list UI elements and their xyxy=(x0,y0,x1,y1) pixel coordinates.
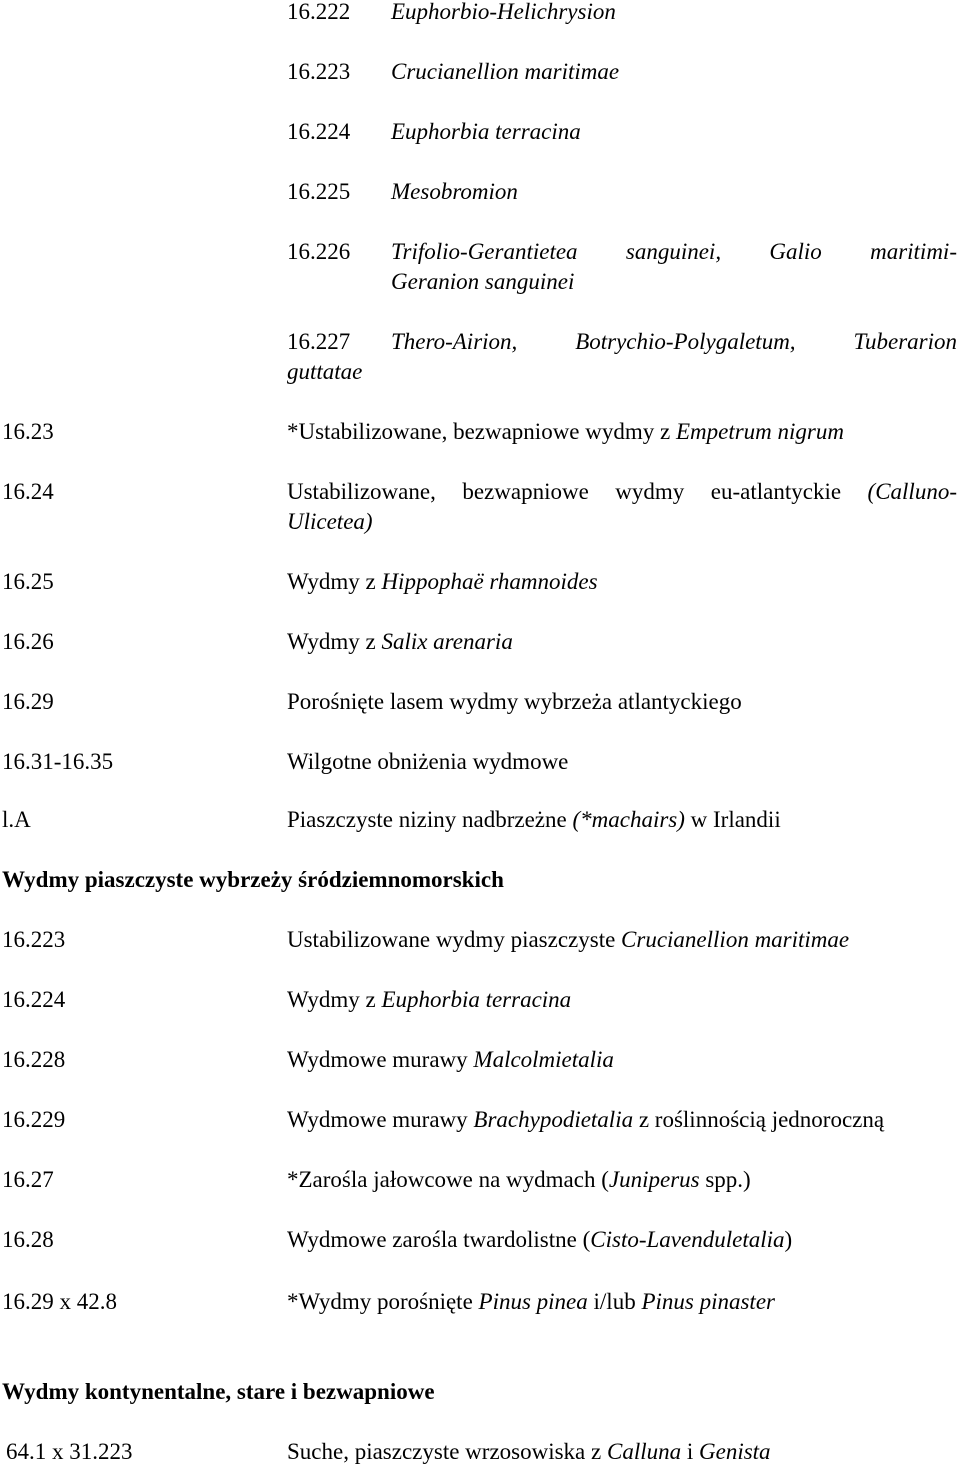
entry-code: 16.224 xyxy=(2,987,66,1012)
entry-text-part: spp.) xyxy=(699,1167,751,1192)
entry-text-italic: Salix arenaria xyxy=(381,629,513,654)
entry-word: Ustabilizowane, xyxy=(287,479,436,504)
entry-text xyxy=(287,986,571,1014)
entry-text-part: *Ustabilizowane, bezwapniowe wydmy z xyxy=(287,419,676,444)
entry-code: 64.1 x 31.223 xyxy=(6,1439,133,1464)
entry-text-italic: Calluna xyxy=(606,1439,682,1464)
entry-text-part: Ustabilizowane wydmy piaszczyste xyxy=(287,927,622,952)
entry-code: 16.25 xyxy=(2,569,54,594)
entry-word: Thero-Airion, xyxy=(391,329,518,354)
entry-name: Euphorbio-Helichrysion xyxy=(391,0,616,24)
entry-name: Crucianellion maritimae xyxy=(391,59,620,84)
entry-text-italic: Brachypodietalia xyxy=(473,1107,634,1132)
entry-word: Trifolio-Gerantietea xyxy=(391,239,578,264)
entry-word: eu-atlantyckie xyxy=(710,479,842,504)
entry-text xyxy=(287,418,844,446)
section-heading-mediterranean: Wydmy piaszczyste wybrzeży śródziemnomorskich xyxy=(2,867,504,892)
entry-text xyxy=(287,806,781,834)
entry-text-part: *Wydmy porośnięte xyxy=(287,1289,479,1314)
entry-text-part: *Zarośla jałowcowe na wydmach ( xyxy=(287,1167,609,1192)
entry-code: l.A xyxy=(2,807,31,832)
entry-text-part: Wydmowe murawy xyxy=(287,1107,474,1132)
entry-text-part: Wydmy z xyxy=(287,987,382,1012)
entry-code: 16.225 xyxy=(287,179,351,204)
entry-text xyxy=(287,568,598,596)
entry-text xyxy=(287,926,849,954)
entry-text xyxy=(287,1106,884,1134)
entry-text-italic: (*machairs) xyxy=(572,807,685,832)
entry-text xyxy=(287,1166,751,1194)
entry-word: sanguinei, xyxy=(625,239,722,264)
entry-code: 16.222 xyxy=(287,0,351,24)
entry-word: Botrychio-Polygaletum, xyxy=(575,329,796,354)
entry-name: Mesobromion xyxy=(391,179,518,204)
entry-code: 16.228 xyxy=(2,1047,66,1072)
entry-text-italic: Cisto-Lavenduletalia xyxy=(590,1227,785,1252)
entry-text-italic: Pinus pinea xyxy=(478,1289,588,1314)
entry-word: maritimi- xyxy=(870,239,957,264)
entry-text-part: i xyxy=(681,1439,699,1464)
section-heading-continental: Wydmy kontynentalne, stare i bezwapniowe xyxy=(2,1379,435,1404)
entry-text-italic: Euphorbia terracina xyxy=(381,987,572,1012)
entry-text-part: i/lub xyxy=(587,1289,642,1314)
entry-code: 16.229 xyxy=(2,1107,66,1132)
entry-text-line1 xyxy=(287,478,957,506)
entry-name-line1 xyxy=(391,238,957,266)
entry-text xyxy=(287,1046,614,1074)
entry-code: 16.26 xyxy=(2,629,54,654)
entry-text-italic: Malcolmietalia xyxy=(473,1047,614,1072)
entry-word: wydmy xyxy=(615,479,685,504)
entry-text xyxy=(287,1438,771,1466)
entry-text: Wilgotne obniżenia wydmowe xyxy=(287,749,569,774)
entry-text-part: z roślinnością jednoroczną xyxy=(633,1107,885,1132)
entry-text-italic: Crucianellion maritimae xyxy=(621,927,850,952)
entry-text xyxy=(287,1288,775,1316)
entry-text-italic: Pinus pinaster xyxy=(641,1289,775,1314)
entry-name: Euphorbia terracina xyxy=(391,119,581,144)
entry-code: 16.29 xyxy=(2,689,54,714)
entry-text-part: ) xyxy=(784,1227,793,1252)
entry-word: Galio xyxy=(769,239,822,264)
entry-code: 16.28 xyxy=(2,1227,54,1252)
entry-text-italic: Hippophaë rhamnoides xyxy=(381,569,598,594)
entry-text xyxy=(287,628,513,656)
entry-word: Tuberarion xyxy=(853,329,957,354)
entry-code: 16.223 xyxy=(2,927,66,952)
entry-code: 16.31-16.35 xyxy=(2,749,114,774)
entry-text xyxy=(287,1226,792,1254)
entry-code: 16.223 xyxy=(287,59,351,84)
entry-code: 16.226 xyxy=(287,239,351,264)
entry-text-part: Piaszczyste niziny nadbrzeżne xyxy=(287,807,573,832)
entry-code: 16.24 xyxy=(2,479,54,504)
entry-code: 16.224 xyxy=(287,119,351,144)
entry-text-part: Wydmy z xyxy=(287,569,382,594)
entry-text-part: w Irlandii xyxy=(684,807,781,832)
entry-text-continuation: Ulicetea) xyxy=(287,509,373,534)
entry-text: Porośnięte lasem wydmy wybrzeża atlantyckiego xyxy=(287,689,742,714)
entry-name-continuation: guttatae xyxy=(287,359,363,384)
entry-code: 16.23 xyxy=(2,419,54,444)
entry-text-part: Wydmy z xyxy=(287,629,382,654)
entry-code: 16.29 x 42.8 xyxy=(2,1289,117,1314)
entry-text-part: Suche, piaszczyste wrzosowiska z xyxy=(287,1439,607,1464)
entry-text-part: Wydmowe murawy xyxy=(287,1047,474,1072)
entry-text-part: Wydmowe zarośla twardolistne ( xyxy=(287,1227,591,1252)
entry-code: 16.227 xyxy=(287,329,351,354)
entry-text-italic: Juniperus xyxy=(608,1167,700,1192)
entry-word-italic: (Calluno- xyxy=(867,479,957,504)
entry-text-italic: Empetrum nigrum xyxy=(675,419,844,444)
entry-word: bezwapniowe xyxy=(462,479,589,504)
entry-text-italic: Genista xyxy=(699,1439,771,1464)
entry-name-continuation: Geranion sanguinei xyxy=(391,269,575,294)
entry-code: 16.27 xyxy=(2,1167,54,1192)
entry-name-line1 xyxy=(391,328,957,356)
